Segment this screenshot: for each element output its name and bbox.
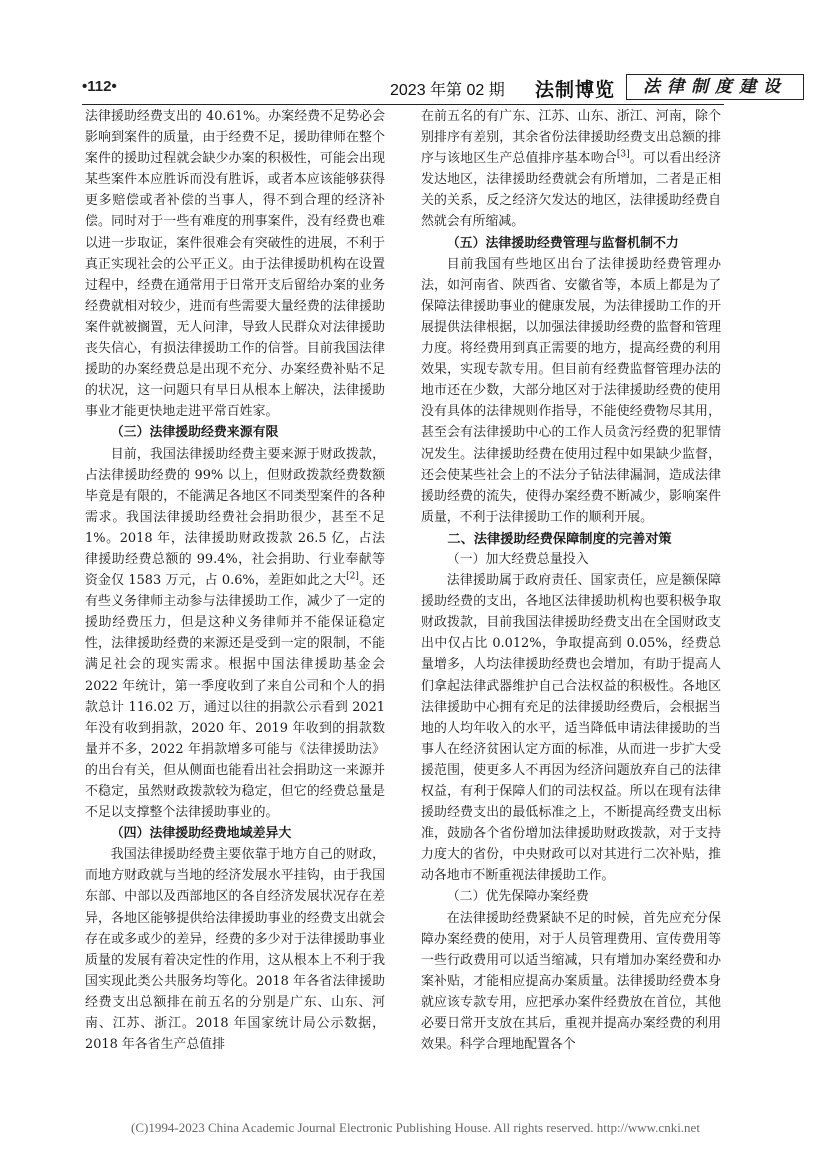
page-number: •112• — [82, 78, 117, 95]
body-paragraph — [421, 908, 721, 1056]
text-run: （三）法律援助经费来源有限 — [110, 425, 279, 441]
left-column — [85, 106, 385, 1055]
text-run: （一）加大经费总量投入 — [446, 551, 589, 567]
citation-marker: [2] — [346, 571, 359, 582]
body-paragraph — [421, 106, 721, 233]
issue-label: 2023 年第 02 期 — [390, 82, 505, 99]
text-run: （五）法律援助经费管理与监督机制不力 — [446, 235, 679, 251]
text-run: 二、法律援助经费保障制度的完善对策 — [447, 530, 672, 546]
section-heading — [421, 528, 721, 549]
right-column — [421, 106, 721, 1055]
copyright-footer: (C)1994-2023 China Academic Journal Electronic Publishing House. All rights reserved. http://www.cnki.net — [131, 1120, 700, 1135]
text-run: 法律援助属于政府责任、国家责任，应是额保障援助经费的支出，各地区法律援助机构也要积极争取财政拨款，目前我国法律援助经费支出在全国财政支出中仅占比 0.012%，争取提高到 0.05%，经费总量增多，人均法律援助经费也会增加，有助于提高人们拿起法律武器维护自己合法权益的积极性。各地区法律援助中心拥有充足的法律援助经费后，会根据当地的人均年收入的水平，适当降低申请法律援助的当事人在经济贫困认定方面的标准，从而进一步扩大受援范围，使更多人不再因为经济问题放弃自己的法律权益，有利于保障人们的司法权益。所以在现有法律援助经费支出的最低标准之上，不断提高经费支出标准，鼓励各个省份增加法律援助财政拨款，对于支持力度大的省份，中央财政可以对其进行二次补贴，推动各地市不断重视法律援助工作。 — [421, 573, 721, 884]
magazine-name: 法制博览 — [535, 80, 616, 101]
text-run: 目前，我国法律援助经费主要来源于财政拨款，占法律援助经费的 99% 以上，但财政拨款经费数额毕竟是有限的，不能满足各地区不同类型案件的各种需求。我国法律援助经费社会捐助很少，甚至不足 1%。2018 年，法律援助财政拨款 26.5 亿，占法律援助经费总额的 99.4%，社会捐助、行业奉献等资金仅 1583 万元，占 0.6%，差距如此之大 — [85, 446, 385, 589]
subsection-heading — [85, 422, 385, 443]
text-run: 目前我国有些地区出台了法律援助经费管理办法，如河南省、陕西省、安徽省等，本质上都是为了保障法律援助事业的健康发展，为法律援助工作的开展提供法律根据，以加强法律援助经费的监督和管理力度。将经费用到真正需要的地方，提高经费的利用效果，实现专款专用。但目前有经费监督管理办法的地市还在少数，大部分地区对于法律援助经费的使用没有具体的法律规则作指导，不能使经费物尽其用，甚至会有法律援助中心的工作人员贪污经费的犯罪情况发生。法律援助经费在使用过程中如果缺少监督，还会使某些社会上的不法分子钻法律漏洞，造成法律援助经费的流失，使得办案经费不断减少，影响案件质量，不利于法律援助工作的顺利开展。 — [421, 256, 721, 525]
text-run: 。可以看出经济发达地区，法律援助经费就会有所增加，二者是正相关的关系，反之经济欠发达的地区，法律援助经费自然就会有所缩减。 — [421, 151, 722, 230]
text-run: 我国法律援助经费主要依靠于地方自己的财政，而地方财政就与当地的经济发展水平挂钩，由于我国东部、中部以及西部地区的各自经济发展状况存在差异，各地区能够提供给法律援助事业的经费支出就会存在或多或少的差异，经费的多少对于法律援助事业质量的发展有着决定性的作用，这从根本上不利于我国实现此类公共服务均等化。2018 年各省法律援助经费支出总额排在前五名的分别是广东、山东、河南、江苏、浙江。2018 年国家统计局公示数据，2018 年各省生产总值排 — [85, 847, 385, 1053]
body-paragraph — [421, 254, 721, 528]
body-paragraph — [85, 444, 385, 824]
subsection-heading — [85, 823, 385, 844]
subsection-heading — [421, 886, 721, 907]
citation-marker: [3] — [616, 149, 630, 160]
body-paragraph — [85, 844, 385, 1055]
column-title: 法律制度建设 — [626, 74, 804, 100]
text-run: （二）优先保障办案经费 — [446, 889, 589, 905]
text-run: 法律援助经费支出的 40.61%。办案经费不足势必会影响到案件的质量，由于经费不足，援助律师在整个案件的援助过程就会缺少办案的积极性，可能会出现某些案件本应胜诉而没有胜诉，或者本应该能够获得更多赔偿或者补偿的当事人，得不到合理的经济补偿。同时对于一些有难度的刑事案件，没有经费也难以进一步取证，案件很难会有突破性的进展，不利于真正实现社会的公平正义。由于法律援助机构在设置过程中，经费在通常用于日常开支后留给办案的业务经费就相对较少，进而有些需要大量经费的法律援助案件就被搁置，无人问津，导致人民群众对法律援助丧失信心，有损法律援助工作的信誉。目前我国法律援助的办案经费总是出现不充分、办案经费补贴不足的状况，这一问题只有早日从根本上解决，法律援助事业才能更快地走进平常百姓家。 — [85, 109, 385, 420]
header-divider — [82, 104, 724, 105]
subsection-heading — [421, 233, 721, 254]
page-header — [82, 74, 787, 102]
text-run: （四）法律援助经费地域差异大 — [110, 826, 292, 842]
text-run: 。还有些义务律师主动参与法律援助工作，减少了一定的援助经费压力，但是这种义务律师并不能保证稳定性，法律援助经费的来源还是受到一定的限制，不能满足社会的现实需求。根据中国法律援助基金会 2022 年统计，第一季度收到了来自公司和个人的捐款总计 116.02 万，通过以往的捐款公示看到 2021 年没有收到捐款，2020 年、2019 年收到的捐款数量并不多，2022 年捐款增多可能与《法律援助法》的出台有关，但从侧面也能看出社会捐助这一来源并不稳定，虽然财政拨款较为稳定，但它的经费总量是不足以支撑整个法律援助事业的。 — [85, 573, 386, 821]
subsection-heading — [421, 549, 721, 570]
text-run: 在前五名的有广东、江苏、山东、浙江、河南，除个别排序有差别，其余省份法律援助经费支出总额的排序与该地区生产总值排序基本吻合 — [421, 109, 721, 167]
body-paragraph — [85, 106, 385, 422]
body-paragraph — [421, 570, 721, 886]
text-run: 在法律援助经费紧缺不足的时候，首先应充分保障办案经费的使用，对于人员管理费用、宣传费用等一些行政费用可以适当缩减，只有增加办案经费和办案补贴，才能相应提高办案质量。法律援助经费本身就应该专款专用，应把承办案件经费放在首位，其他必要日常开支放在其后，重视并提高办案经费的利用效果。科学合理地配置各个 — [421, 910, 721, 1053]
